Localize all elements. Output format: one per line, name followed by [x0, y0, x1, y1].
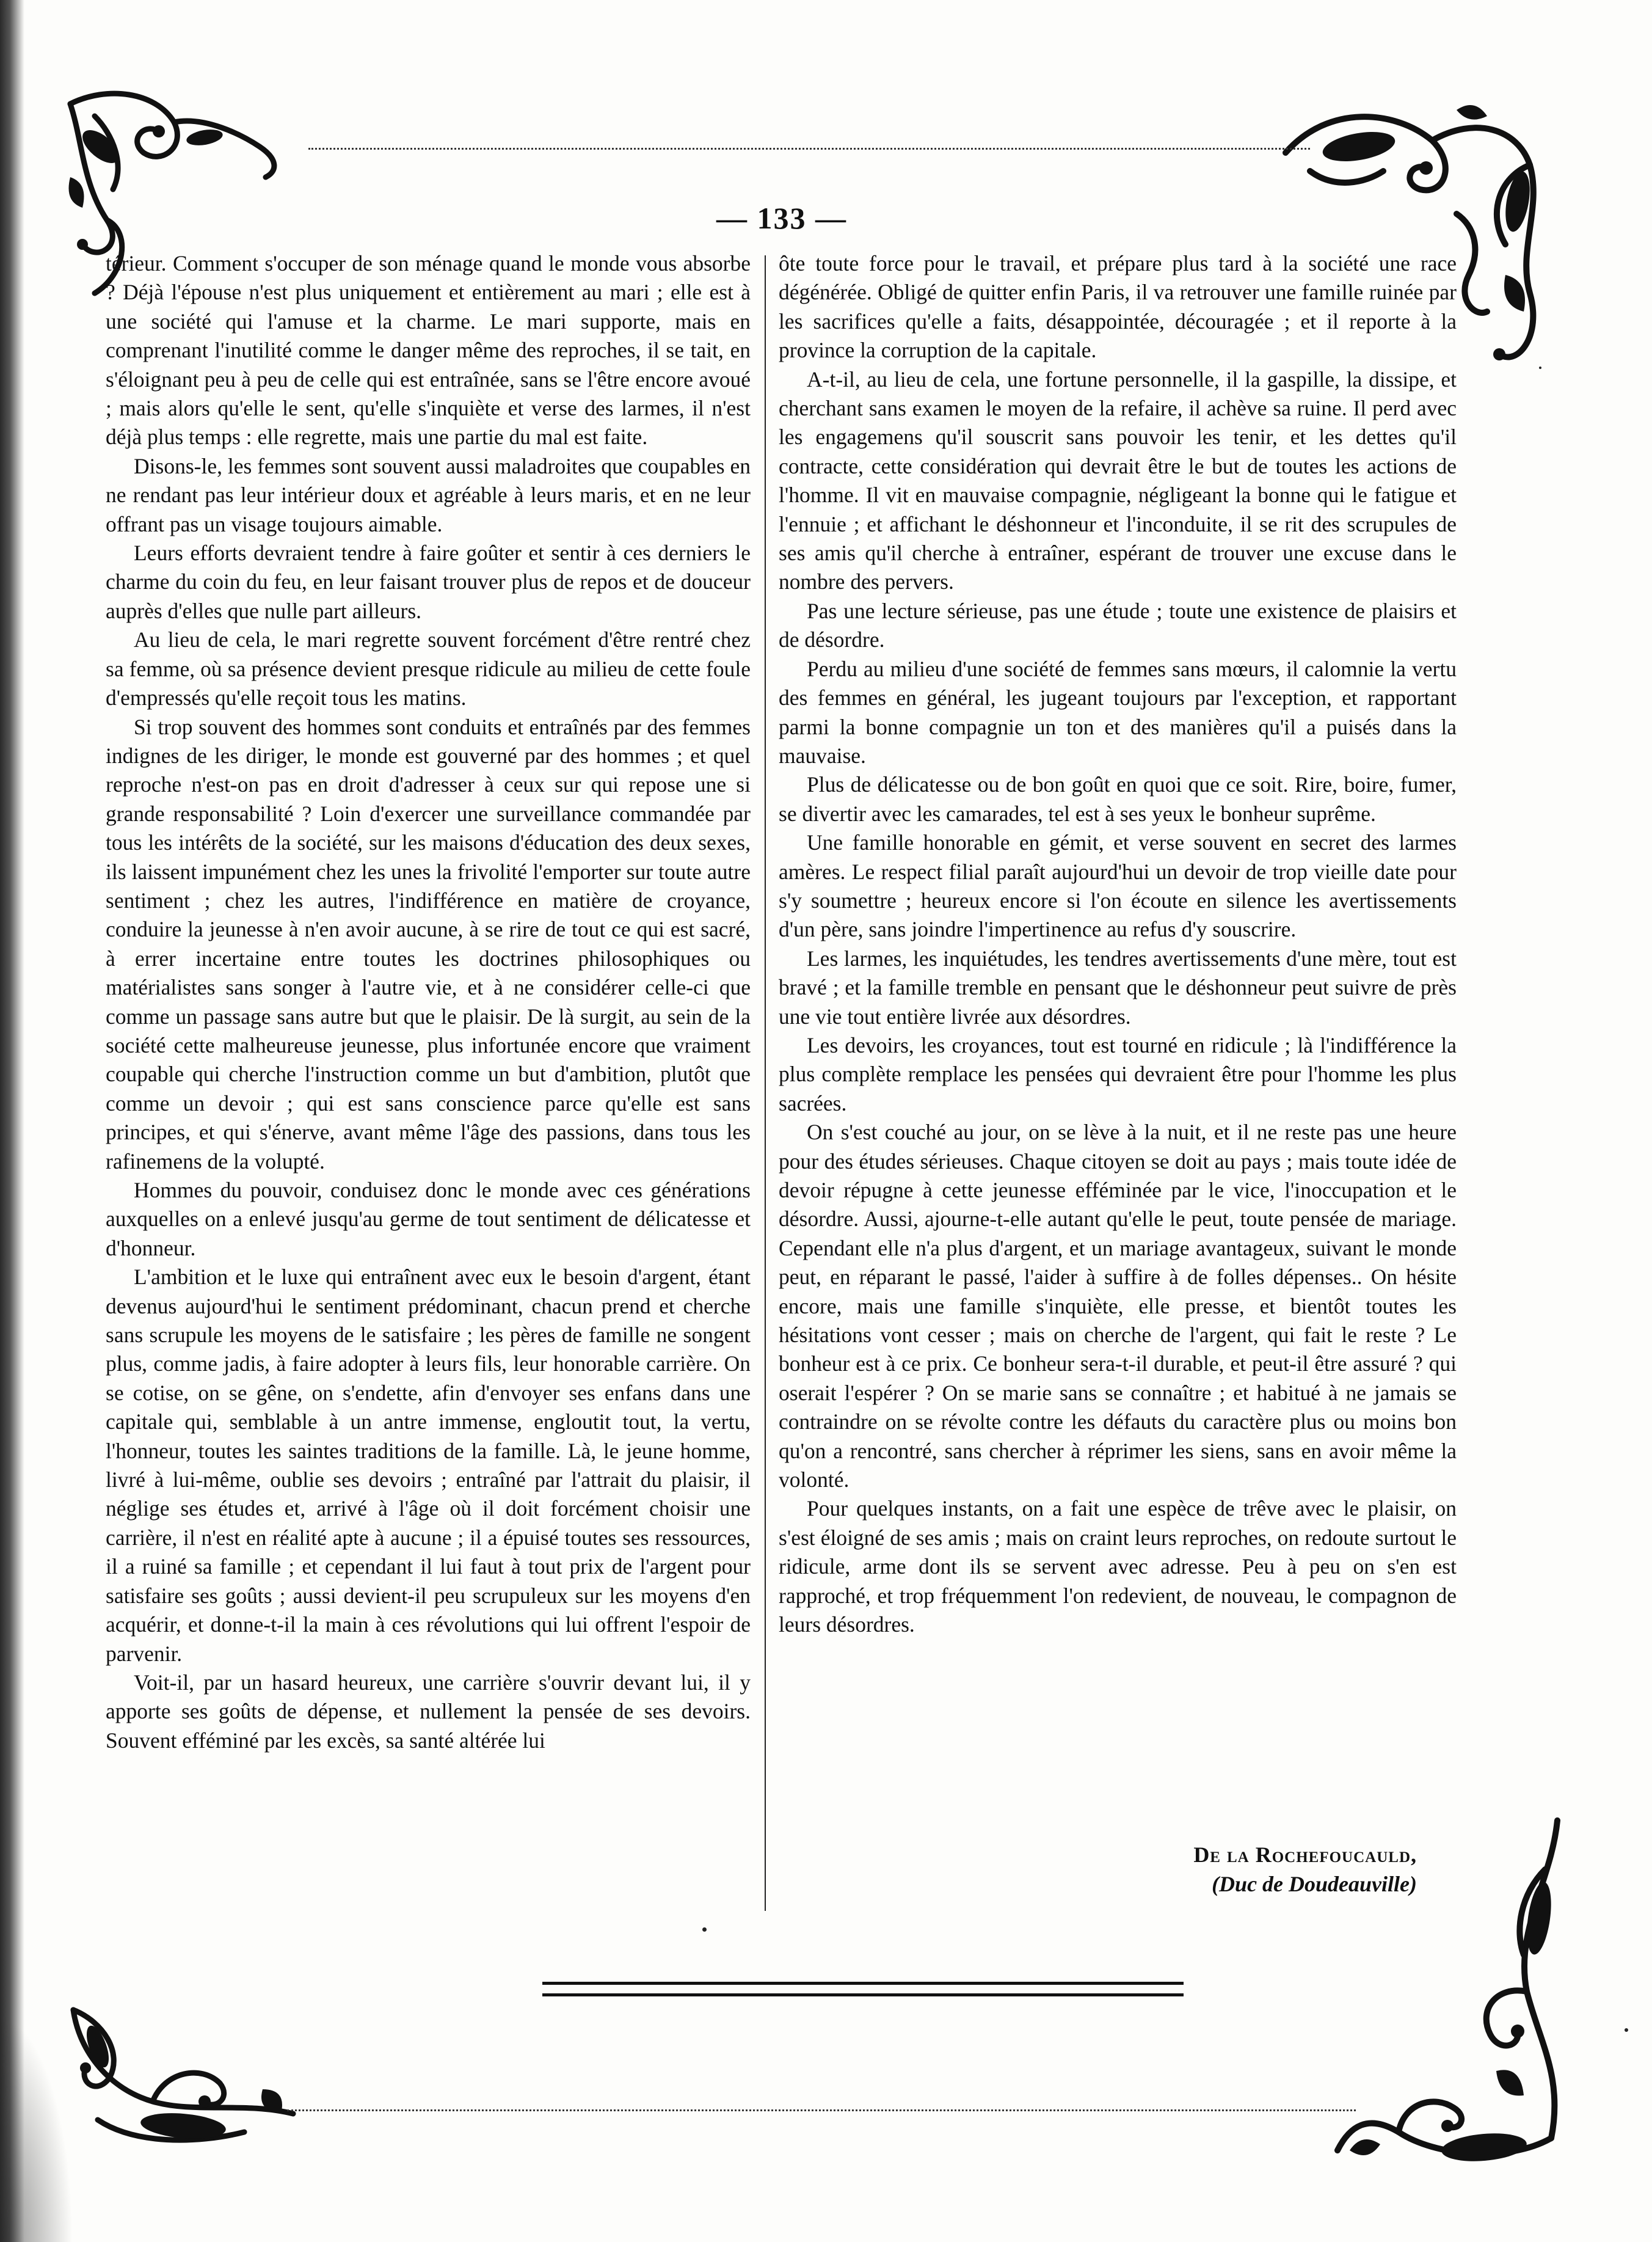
paragraph: L'ambition et le luxe qui entraînent avec eux le besoin d'argent, étant devenus aujourd'hui le sentiment prédominant, chacun prend et cherche sans scrupule les moyens de le satisfaire ; les pères de famille ne songent plus, comme jadis, à faire adopter à leurs fils, leur honorable carrière. On se cotise, on se gêne, on s'endette, afin d'envoyer ses enfans dans une capitale qui, semblable à un antre immense, engloutit tout, la vertu, l'honneur, toutes les saintes traditions de la famille. Là, le jeune homme, livré à lui-même, oublie ses devoirs ; entraîné par l'attrait du plaisir, il néglige ses études et, arrivé à l'âge où il doit forcément choisir une carrière, il n'est en réalité apte à aucune ; il a épuisé toutes ses ressources, il a ruiné sa famille ; et cependant il lui faut à tout prix de l'argent pour satisfaire ses goûts ; aussi devient-il peu scrupuleux sur les moyens d'en acquérir, et donne-t-il la main à ces révolutions qui lui offrent l'espoir de parvenir.	[106, 1265, 751, 1666]
paragraph: Au lieu de cela, le mari regrette souvent forcément d'être rentré chez sa femme, où sa présence devient presque ridicule au milieu de cette foule d'empressés qu'elle reçoit tous les matins.	[106, 627, 751, 710]
paragraph: Voit-il, par un hasard heureux, une carrière s'ouvrir devant lui, il y apporte ses goûts de dépense, et nullement la pensée de ses devoirs. Souvent efféminé par les excès, sa santé altérée lui	[106, 1670, 751, 1753]
page-number: — 133 —	[716, 201, 847, 235]
column-divider	[765, 255, 766, 1911]
paragraph: Les larmes, les inquiétudes, les tendres avertissements d'une mère, tout est bravé ; et la famille tremble en pensant que le déshonneur peut suivre de près une vie tout entière livrée aux désordres.	[779, 946, 1457, 1029]
paragraph: Disons-le, les femmes sont souvent aussi maladroites que coupables en ne rendant pas leur intérieur doux et agréable à leurs maris, et en ne leur offrant pas un visage toujours aimable.	[106, 453, 751, 536]
end-double-rule	[542, 1982, 1184, 1996]
left-text-column	[106, 249, 751, 1755]
paragraph: On s'est couché au jour, on se lève à la nuit, et il ne reste pas une heure pour des études sérieuses. Chaque citoyen se doit au pays ; mais toute idée de devoir répugne à cette jeunesse efféminée par le vice, l'inoccupation et le désordre. Aussi, ajourne-t-elle autant qu'elle le peut, toute pensée de mariage. Cependant elle n'a plus d'argent, et un mariage avantageux, suivant le monde peut, en réparant le passé, l'aider à suffire à de folles dépenses.. On hésite encore, mais une famille s'inquiète, elle presse, et bientôt toutes les hésitations vont cesser ; mais on cherche de l'argent, qui fait le reste ? Le bonheur est à ce prix. Ce bonheur sera-t-il durable, et peut-il être assuré ? qui oserait l'espérer ? On se marie sans se connaître ; et habitué à ne jamais se contraindre on se révolte contre les défauts du caractère plus ou moins bon qu'on a rencontré, sans chercher à réprimer les siens, sans en avoir même la volonté.	[779, 1120, 1457, 1492]
paragraph: Pas une lecture sérieuse, pas une étude ; toute une existence de plaisirs et de désordre.	[779, 598, 1457, 652]
paragraph: térieur. Comment s'occuper de son ménage quand le monde vous absorbe ? Déjà l'épouse n'est plus uniquement et entièrement au mari ; elle est à une société qui l'amuse et la charme. Le mari supporte, mais en comprenant l'inutilité comme le danger même des reproches, il se tait, en s'éloignant peu à peu de celle qui est entraînée, sans se l'être encore avoué ; mais alors qu'elle le sent, qu'elle s'inquiète et verse des larmes, il n'est déjà plus temps : elle regrette, mais une partie du mal est faite.	[106, 251, 751, 450]
footer-dotted-rule	[287, 2109, 1356, 2111]
ink-speck	[1625, 2028, 1628, 2032]
paragraph: Perdu au milieu d'une société de femmes sans mœurs, il calomnie la vertu des femmes en général, les jugeant toujours par l'exception, et rapportant parmi la bonne compagnie un ton et des manières qu'il a puisés dans la mauvaise.	[779, 656, 1457, 768]
ornament-bottom-left-icon	[61, 1998, 318, 2156]
ink-speck	[702, 1927, 707, 1932]
paragraph: Plus de délicatesse ou de bon goût en quoi que ce soit. Rire, boire, fumer, se divertir avec les camarades, tel est à ses yeux le bonheur suprême.	[779, 772, 1457, 826]
paragraph: Leurs efforts devraient tendre à faire goûter et sentir à ces derniers le charme du coin du feu, en leur faisant trouver plus de repos et de douceur auprès d'elles que nulle part ailleurs.	[106, 541, 751, 623]
paragraph: Une famille honorable en gémit, et verse souvent en secret des larmes amères. Le respect filial paraît aujourd'hui un devoir de trop vieille date pour s'y soumettre ; heureux encore si l'on écoute en silence les avertissements d'un père, sans joindre l'impertinence au refus d'y souscrire.	[779, 830, 1457, 942]
paragraph: ôte toute force pour le travail, et prépare plus tard à la société une race dégénérée. Obligé de quitter enfin Paris, il va retrouver une famille ruinée par les sacrifices qu'elle a faits, désappointée, découragée ; et il reporte à la province la corruption de la capitale.	[779, 251, 1457, 363]
paragraph: Hommes du pouvoir, conduisez donc le monde avec ces générations auxquelles on a enlevé jusqu'au germe de tout sentiment de délicatesse et d'honneur.	[106, 1178, 751, 1260]
author-name: De la Rochefoucauld,	[1193, 1842, 1417, 1867]
right-text-column	[779, 249, 1457, 1640]
scan-shadow-edge	[0, 0, 24, 2242]
paragraph: Pour quelques instants, on a fait une espèce de trêve avec le plaisir, on s'est éloigné de ses amis ; mais on craint leurs reproches, on redoute surtout le ridicule, arme dont ils se servent avec adresse. Peu à peu on s'en est rapproché, et trop fréquemment l'on redevient, de nouveau, le compagnon de leurs désordres.	[779, 1496, 1457, 1637]
author-title: (Duc de Doudeauville)	[1212, 1872, 1417, 1896]
author-signature	[1075, 1840, 1417, 1899]
paragraph: Si trop souvent des hommes sont conduits et entraînés par des femmes indignes de les diriger, le monde est gouverné par des hommes ; et quel reproche n'est-on pas en droit d'adresser à ceux sur qui repose une si grande responsabilité ? Loin d'exercer une surveillance commandée par tous les intérêts de la société, sur les maisons d'éducation des deux sexes, ils laissent impunément chez les unes la frivolité l'emporter sur toute autre sentiment ; chez les autres, l'indifférence en matière de croyance, conduire la jeunesse à n'en avoir aucune, à se rire de tout ce qui est sacré, à errer incertaine entre toutes les doctrines philosophiques ou matérialistes sans songer à l'autre vie, et à ne considérer celle-ci que comme un passage sans autre but que le plaisir. De là surgit, au sein de la société cette malheureuse jeunesse, plus infortunée encore que vraiment coupable qui cherche l'instruction comme un but d'ambition, plutôt que comme un devoir ; qui est sans conscience parce qu'elle est sans principes, et qui s'énerve, avant même l'âge des passions, dans tous les rafinemens de la volupté.	[106, 714, 751, 1174]
paragraph: A-t-il, au lieu de cela, une fortune personnelle, il la gaspille, la dissipe, et cherchant sans examen le moyen de la refaire, il achève sa ruine. Il perd avec les engagemens qu'il souscrit sans pouvoir les tenir, et les dettes qu'il contracte, cette considération qui devrait être le but de toutes les actions de l'homme. Il vit en mauvaise compagnie, négligeant la bonne qui le fatigue et l'ennuie ; et affichant le déshonneur et l'inconduite, il se rit des scrupules de ses amis qu'il cherche à entraîner, espérant de trouver une excuse dans le nombre des pervers.	[779, 367, 1457, 594]
ink-speck	[1539, 367, 1541, 369]
header-dotted-rule	[308, 148, 1310, 150]
paragraph: Les devoirs, les croyances, tout est tourné en ridicule ; là l'indifférence la plus complète remplace les pensées qui devraient être pour l'homme les plus sacrées.	[779, 1032, 1457, 1116]
